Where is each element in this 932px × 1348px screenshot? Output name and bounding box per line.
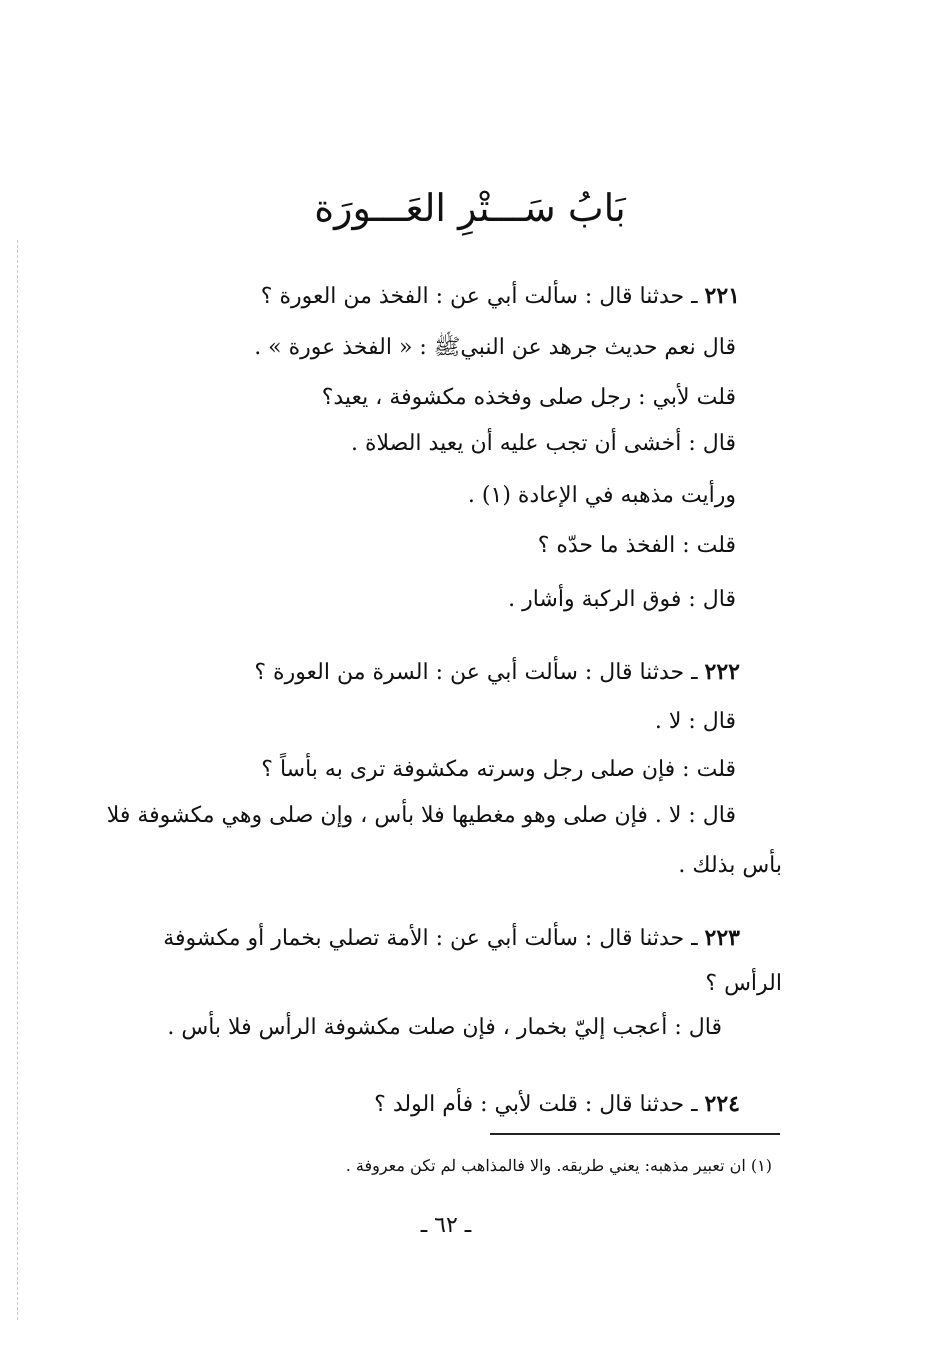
paragraph-221-line-3: قلت لأبي : رجل صلى وفخذه مكشوفة ، يعيد؟ bbox=[321, 385, 736, 410]
paragraph-223-line-1 bbox=[163, 918, 740, 959]
paragraph-222-line-3: قلت : فإن صلى رجل وسرته مكشوفة ترى به بأساً ؟ bbox=[261, 757, 736, 782]
paragraph-222-line-5: بأس بذلك . bbox=[678, 853, 782, 878]
paragraph-221-line-5: ورأيت مذهبه في الإعادة (١) . bbox=[467, 483, 736, 508]
paragraph-223-line-3: قال : أعجب إليّ بخمار ، فإن صلت مكشوفة الرأس فلا بأس . bbox=[167, 1015, 722, 1040]
paragraph-221-line-4: قال : أخشى أن تجب عليه أن يعيد الصلاة . bbox=[351, 431, 736, 456]
paragraph-text: ـ حدثنا قال : قلت لأبي : فأم الولد ؟ bbox=[374, 1092, 698, 1117]
paragraph-224-line-1 bbox=[374, 1084, 740, 1125]
page-number: ـ ٦٢ ـ bbox=[420, 1213, 472, 1238]
margin-dashed-rule bbox=[17, 240, 18, 1320]
paragraph-222-line-4: قال : لا . فإن صلى وهو مغطيها فلا بأس ، وإن صلى وهي مكشوفة فلا bbox=[106, 803, 736, 828]
paragraph-221-line-2: قال نعم حديث جرهد عن النبيﷺ : « الفخذ عورة » . bbox=[254, 335, 736, 360]
chapter-title: بَابُ سَـــتْرِ العَـــورَة bbox=[314, 186, 626, 230]
paragraph-number: ٢٢٤ bbox=[704, 1091, 740, 1117]
paragraph-number: ٢٢١ bbox=[704, 283, 740, 309]
paragraph-number: ٢٢٣ bbox=[704, 925, 740, 951]
paragraph-text: ـ حدثنا قال : سألت أبي عن : الأمة تصلي بخمار أو مكشوفة bbox=[163, 926, 698, 951]
paragraph-221-line-6: قلت : الفخذ ما حدّه ؟ bbox=[537, 533, 736, 558]
paragraph-number: ٢٢٢ bbox=[704, 659, 740, 685]
paragraph-221-line-1 bbox=[261, 276, 740, 317]
footnote-divider bbox=[490, 1133, 780, 1135]
paragraph-222-line-1 bbox=[254, 652, 740, 693]
paragraph-223-line-2: الرأس ؟ bbox=[705, 971, 782, 996]
footnote: (١) ان تعبير مذهبه: يعني طريقه. والا فالمذاهب لم تكن معروفة . bbox=[345, 1156, 772, 1175]
paragraph-text: ـ حدثنا قال : سألت أبي عن : السرة من العورة ؟ bbox=[254, 660, 698, 685]
paragraph-text: ـ حدثنا قال : سألت أبي عن : الفخذ من العورة ؟ bbox=[260, 284, 698, 309]
paragraph-222-line-2: قال : لا . bbox=[654, 709, 736, 734]
paragraph-221-line-7: قال : فوق الركبة وأشار . bbox=[508, 587, 736, 612]
